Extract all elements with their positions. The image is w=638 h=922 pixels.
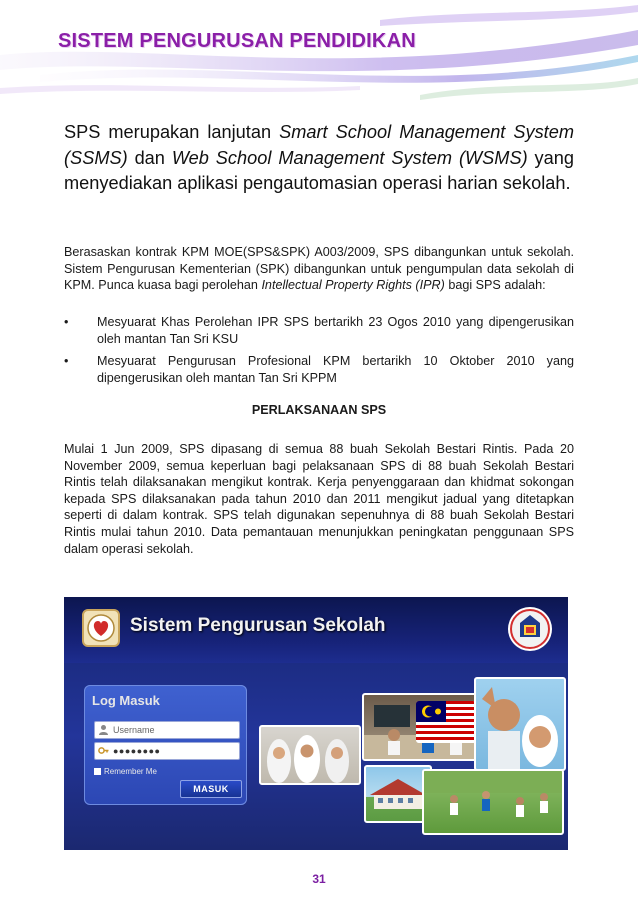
- login-submit-button[interactable]: MASUK: [180, 780, 242, 798]
- username-input[interactable]: [94, 721, 240, 739]
- intro-italic-wsms: Web School Management System (WSMS): [171, 147, 528, 168]
- banner-swoosh-graphic: [0, 0, 638, 110]
- contract-italic-ipr: Intellectual Property Rights (IPR): [261, 278, 445, 293]
- page-title: SISTEM PENGURUSAN PENDIDIKAN: [58, 30, 416, 52]
- list-item-text: Mesyuarat Khas Perolehan IPR SPS bertarikh 23 Ogos 2010 yang dipengerusikan oleh mantan Tan Sri KSU: [97, 315, 574, 346]
- meeting-list: [64, 314, 574, 392]
- login-title: Log Masuk: [92, 693, 160, 708]
- intro-text-1: SPS merupakan lanjutan: [64, 122, 280, 142]
- sps-app-title: Sistem Pengurusan Sekolah: [130, 615, 386, 636]
- user-icon: [98, 724, 109, 735]
- list-item-text: Mesyuarat Pengurusan Profesional KPM bertarikh 10 Oktober 2010 yang dipengerusikan oleh mantan Tan Sri KPPM: [97, 354, 574, 385]
- bullet-marker: •: [64, 354, 69, 369]
- contract-text-1: Berasaskan kontrak KPM MOE(SPS&SPK) A003/2009, SPS dibangunkan untuk sekolah. Sistem Pengurusan Kementerian (SPK) dibangunkan untuk pengumpulan data sekolah di KPM. Punca kuasa bagi perolehan: [64, 245, 574, 293]
- login-panel: [84, 685, 247, 805]
- password-input[interactable]: [94, 742, 240, 760]
- sps-login-screenshot: [64, 597, 568, 850]
- intro-paragraph: [64, 120, 574, 197]
- key-icon: [98, 745, 109, 756]
- remember-me-checkbox[interactable]: [94, 767, 157, 776]
- heart-emblem-icon: [82, 609, 120, 647]
- bullet-marker: •: [64, 315, 69, 329]
- intro-italic-ssms: Smart School Management System (SSMS): [64, 122, 574, 168]
- photo-girls-in-tudung: [259, 725, 361, 785]
- malaysia-flag-icon: [416, 701, 476, 743]
- intro-text-2: dan: [127, 147, 172, 168]
- username-placeholder: Username: [113, 725, 155, 735]
- implementation-paragraph: Mulai 1 Jun 2009, SPS dipasang di semua 88 buah Sekolah Bestari Rintis. Pada 20 November 2009, semua keperluan bagi pelaksanaan SPS di 88 buah Sekolah Bestari Rintis telah dilaksanakan mengikut kontrak. Kerja penyenggaraan dan khidmat sokongan kepada SPS dilaksanakan pada tahun 2010 dan 2011 mengikut jadual yang ditetapkan seperti di dalam kontrak. SPS telah digunakan sepenuhnya di 88 buah Sekolah Bestari Rintis mulai tahun 2010. Data pemantauan menunjukkan peningkatan penggunaan SPS dalam operasi sekolah.: [64, 442, 574, 556]
- list-item: [64, 314, 574, 347]
- list-item: [64, 353, 574, 386]
- photo-children-playing-field: [422, 769, 564, 835]
- page-number: 31: [312, 872, 326, 886]
- contract-text-2: bagi SPS adalah:: [444, 278, 546, 293]
- section-heading: PERLAKSANAAN SPS: [251, 403, 387, 417]
- checkbox-box[interactable]: [94, 768, 101, 775]
- ministry-crest-icon: [506, 603, 554, 657]
- photo-smiling-children: [474, 677, 566, 771]
- password-value: ●●●●●●●●: [113, 746, 161, 756]
- contract-paragraph: [64, 244, 574, 294]
- intro-text-3: yang menyediakan aplikasi pengautomasian operasi harian sekolah.: [64, 147, 574, 193]
- remember-me-label: Remember Me: [104, 767, 157, 776]
- header-banner: [0, 0, 638, 110]
